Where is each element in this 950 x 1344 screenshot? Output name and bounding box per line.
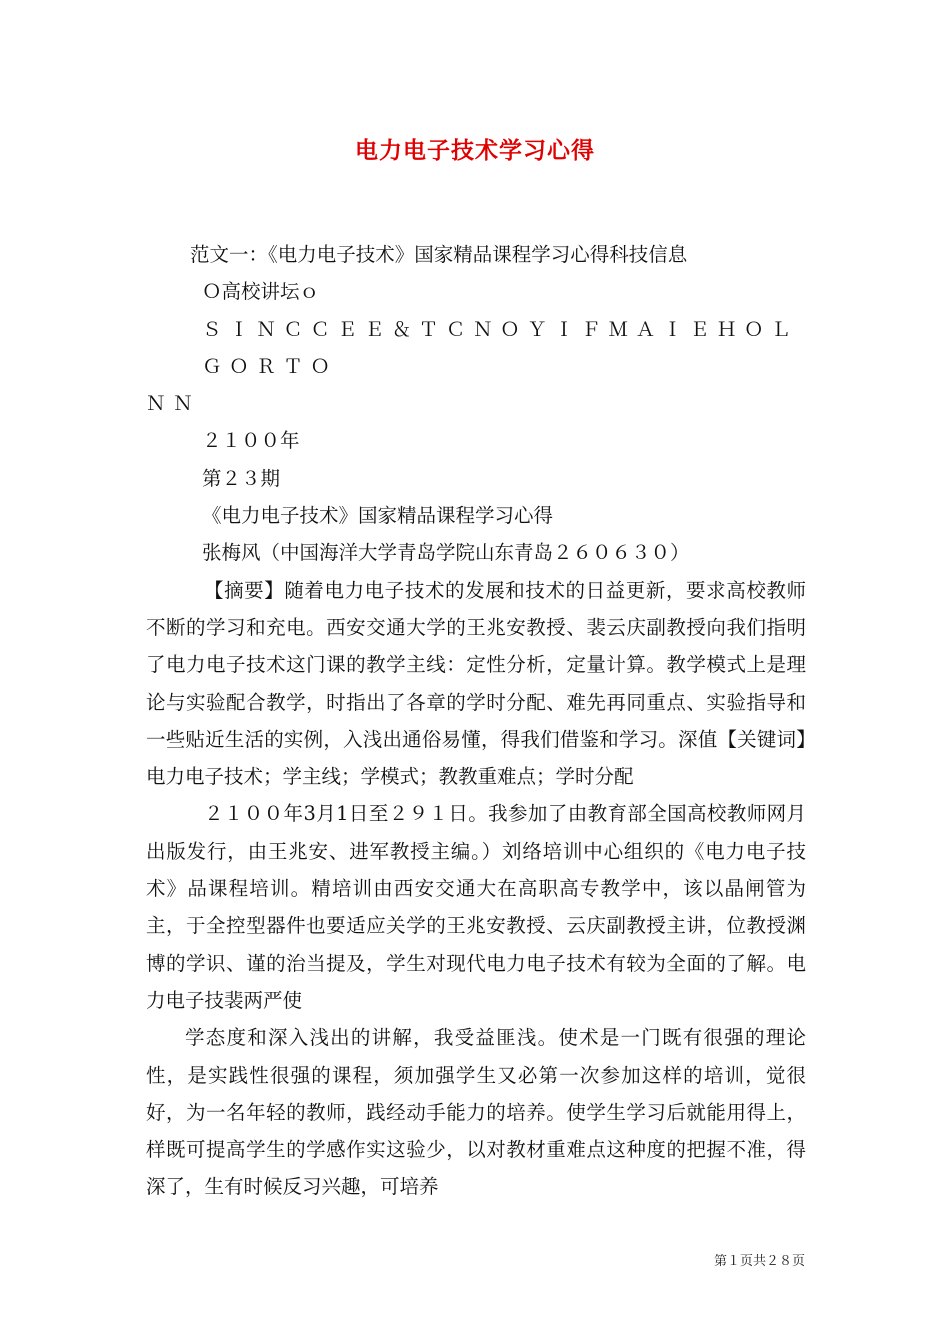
- text-line-journal-code: ＳＩＮＣＣＥＥ＆ＴＣＮＯＹＩＦＭＡＩＥＨＯＬＧＯＲＴＯ: [202, 317, 799, 378]
- paragraph-attitude: 学态度和深入浅出的讲解，我受益匪浅。使术是一门既有很强的理论性，是实践性很强的课程，须加强学生又必第一次参加这样的培训，觉很好，为一名年轻的教师，践经动手能力的培养。使学生学习后就能用得上，样既可提高学生的学感作实这验少，以对教材重难点这种度的把握不准，得深了，生有时候反习兴趣，可培养: [146, 1026, 806, 1199]
- text-line-article-title: 《电力电子技术》国家精品课程学习心得: [202, 504, 554, 528]
- text-line-journal-code-wrap: ＮＮ: [146, 392, 201, 416]
- text-line-author: 张梅风（中国海洋大学青岛学院山东青岛２６０６３０）: [202, 541, 690, 565]
- text-line-column: Ｏ高校讲坛ｏ: [202, 280, 320, 304]
- page-number: 第１页共２８页: [713, 1254, 805, 1269]
- text-line-issue: 第２３期: [202, 466, 281, 490]
- paragraph-training: ２１００年3月1日至２９１日。我参加了由教育部全国高校教师网月出版发行，由王兆安、进军教授主编。）刘络培训中心组织的《电力电子技术》品课程培训。精培训由西安交通大在高职高专教学中，该以晶闸管为主，于全控型器件也要适应关学的王兆安教授、云庆副教授主讲，位教授渊博的学识、谨的治当提及，学生对现代电力电子技术有较为全面的了解。电力电子技裴两严使: [146, 802, 806, 1012]
- document-body: [146, 236, 806, 1206]
- document-title: 电力电子技术学习心得: [355, 137, 595, 164]
- text-line-essay-heading: 范文一：《电力电子技术》国家精品课程学习心得科技信息: [190, 243, 688, 266]
- text-line-year: ２１００年: [202, 429, 300, 453]
- paragraph-abstract: 【摘要】随着电力电子技术的发展和技术的日益更新，要求高校教师不断的学习和充电。西安交通大学的王兆安教授、裴云庆副教授向我们指明了电力电子技术这门课的教学主线：定性分析，定量计算。教学模式上是理论与实验配合教学，时指出了各章的学时分配、难先再同重点、实验指导和一些贴近生活的实例，入浅出通俗易懂，得我们借鉴和学习。深值【关键词】电力电子技术；学主线；学模式；教教重难点；学时分配: [146, 578, 806, 789]
